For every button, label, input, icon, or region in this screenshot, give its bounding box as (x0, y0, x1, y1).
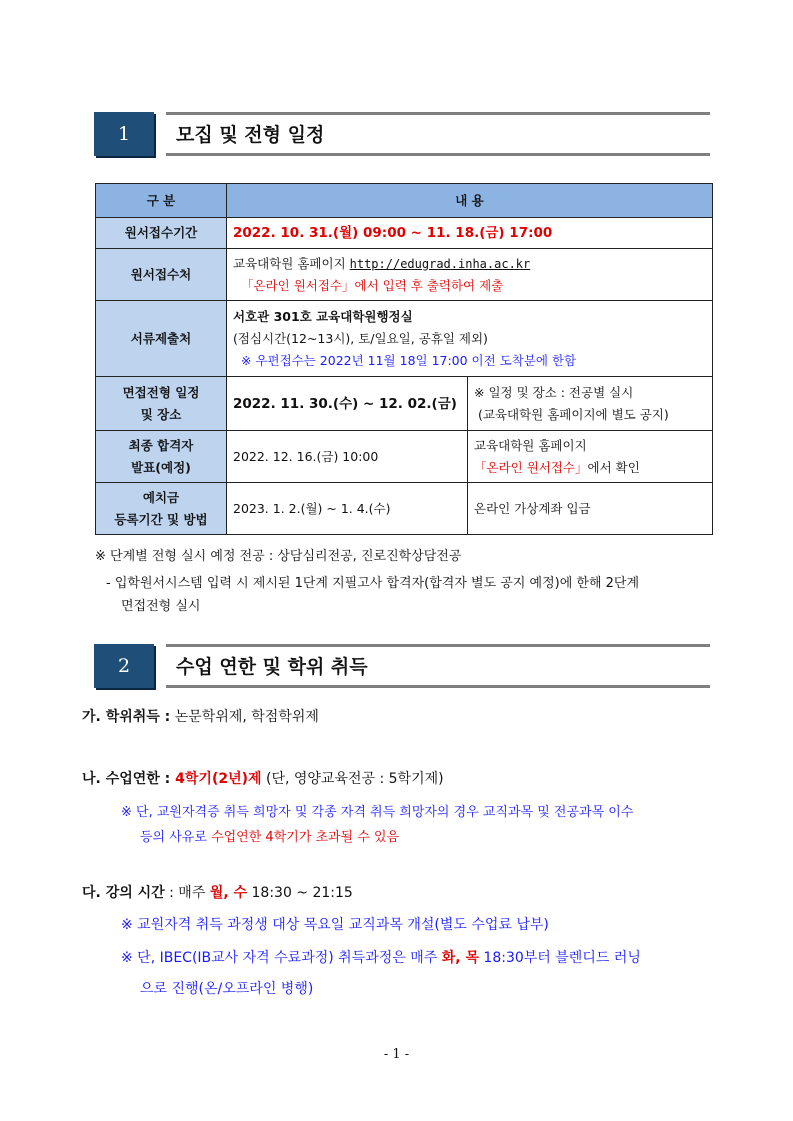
divider (166, 644, 710, 647)
divider (166, 112, 710, 115)
application-period: 2022. 10. 31.(월) 09:00 ~ 11. 18.(금) 17:00 (227, 218, 713, 249)
table-row (96, 483, 713, 535)
note-exam-cont: 면접전형 실시 (121, 599, 201, 614)
section-number: 2 (94, 644, 154, 688)
row-label: 원서접수처 (96, 249, 227, 301)
study-period-line: 나. 수업연한 : 4학기(2년)제 (단, 영양교육전공 : 5학기제) (82, 771, 444, 787)
section-title: 수업 연한 및 학위 취득 (176, 656, 368, 678)
section-number: 1 (94, 112, 154, 156)
study-period-note: ※ 단, 교원자격증 취득 희망자 및 각종 자격 취득 희망자의 경우 교직과목 및 전공과목 이수 (121, 805, 634, 820)
lecture-time-line: 다. 강의 시간 : 매주 월, 수 18:30 ~ 21:15 (82, 885, 353, 901)
table-row (96, 249, 713, 301)
table-row (96, 218, 713, 249)
deposit-method: 온라인 가상계좌 입금 (468, 483, 713, 535)
homepage-link[interactable]: http://edugrad.inha.ac.kr (349, 256, 531, 271)
section-title: 모집 및 전형 일정 (176, 124, 325, 146)
row-label: 예치금 등록기간 및 방법 (96, 483, 227, 535)
document-submission: 서호관 301호 교육대학원행정실 (점심시간(12~13시), 토/일요일, 공휴일 제외) ※ 우편접수는 2022년 11월 18일 17:00 이전 도착분에 한함 (227, 301, 713, 377)
table-header-row (96, 184, 713, 218)
application-place: 교육대학원 홈페이지 http://edugrad.inha.ac.kr 「온라인 원서접수」에서 입력 후 출력하여 제출 (227, 249, 713, 301)
row-label: 면접전형 일정 및 장소 (96, 377, 227, 431)
note-exam: - 입학원서시스템 입력 시 제시된 1단계 지필고사 합격자(합격자 별도 공지 예정)에 한해 2단계 (106, 576, 640, 591)
result-note: 교육대학원 홈페이지 「온라인 원서접수」에서 확인 (468, 431, 713, 483)
interview-note: ※ 일정 및 장소 : 전공별 실시 (교육대학원 홈페이지에 별도 공지) (468, 377, 713, 431)
lecture-note-1: ※ 교원자격 취득 과정생 대상 목요일 교직과목 개설(별도 수업료 납부) (121, 917, 549, 933)
lecture-note-2: ※ 단, IBEC(IB교사 자격 수료과정) 취득과정은 매주 화, 목 18:30부터 블렌디드 러닝 (121, 950, 641, 966)
section-1-header (94, 112, 710, 156)
result-date: 2022. 12. 16.(금) 10:00 (227, 431, 468, 483)
divider (166, 153, 710, 156)
degree-line: 가. 학위취득 : 논문학위제, 학점학위제 (82, 709, 319, 725)
header-category: 구 분 (96, 184, 227, 218)
table-row (96, 301, 713, 377)
deposit-period: 2023. 1. 2.(월) ~ 1. 4.(수) (227, 483, 468, 535)
table-row (96, 377, 713, 431)
divider (166, 685, 710, 688)
table-row (96, 431, 713, 483)
row-label: 최종 합격자 발표(예정) (96, 431, 227, 483)
row-label: 서류제출처 (96, 301, 227, 377)
row-label: 원서접수기간 (96, 218, 227, 249)
lecture-note-2-cont: 으로 진행(온/오프라인 병행) (140, 981, 314, 997)
note-stage-majors: ※ 단계별 전형 실시 예정 전공 : 상담심리전공, 진로진학상담전공 (95, 549, 462, 564)
header-content: 내 용 (227, 184, 713, 218)
section-2-header (94, 644, 710, 688)
schedule-table (95, 183, 713, 535)
interview-date: 2022. 11. 30.(수) ~ 12. 02.(금) (227, 377, 468, 431)
page-number: - 1 - (383, 1047, 410, 1062)
study-period-note-cont: 등의 사유로 수업연한 4학기가 초과될 수 있음 (140, 830, 400, 845)
